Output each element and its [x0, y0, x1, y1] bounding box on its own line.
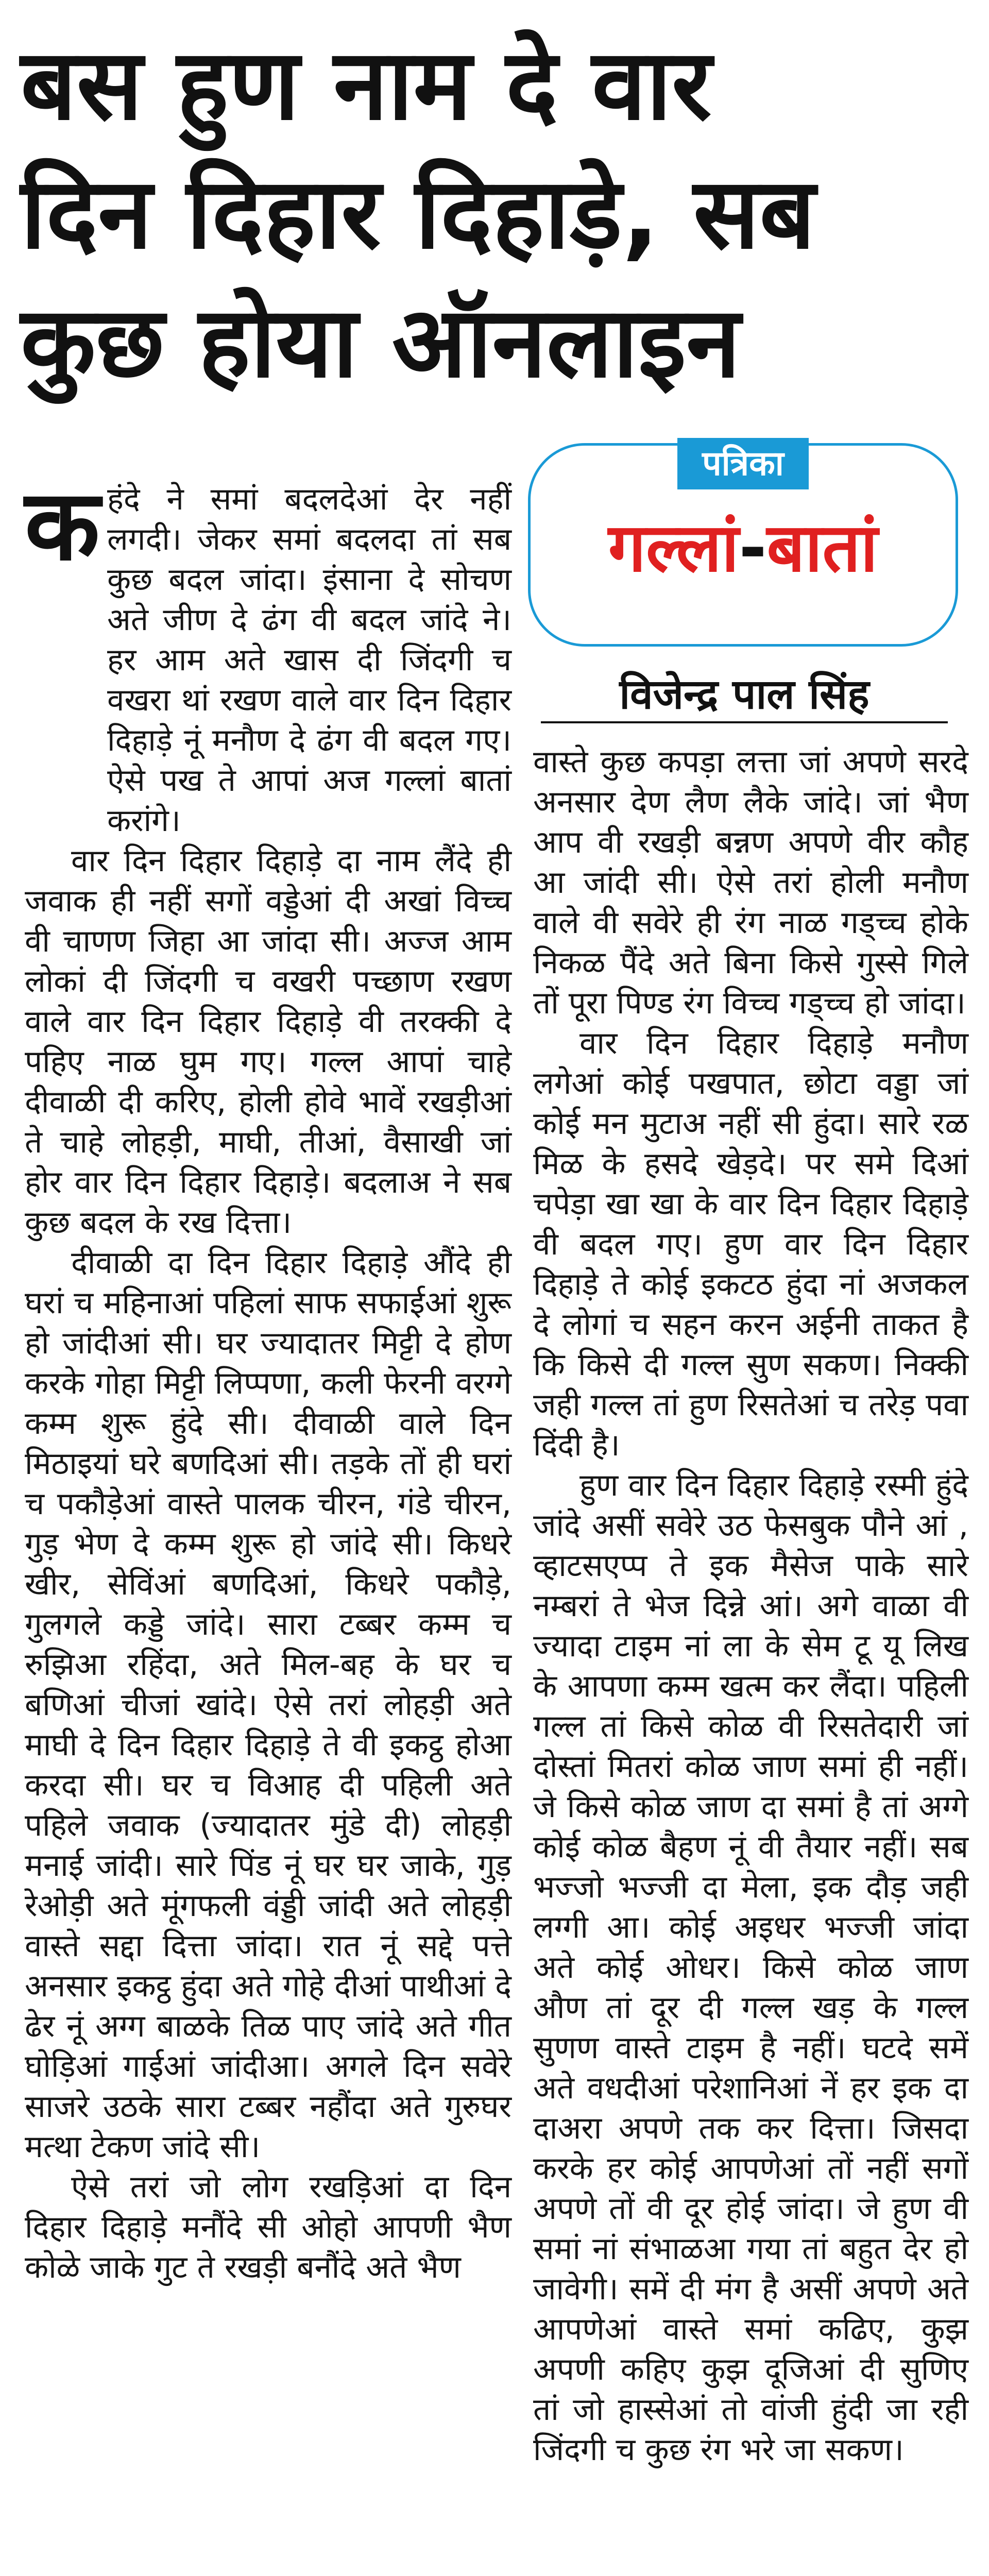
publication-badge: पत्रिका: [677, 438, 809, 489]
byline-divider: [541, 721, 948, 723]
article-paragraph: वास्ते कुछ कपड़ा लत्ता जां अपणे सरदे अनसार देण लैण लैके जांदे। जां भैण आप वी रखड़ी बन्नण अपणे वीर कौह आ जांदी सी। ऐसे तरां होली मनौण वाले वी सवेरे ही रंग नाळ गड्च्च होके निकळ पैंदे अते बिना किसे गुस्से गिले तों पूरा पिण्ड रंग विच्च गड्च्च हो जांदा।: [533, 744, 968, 1021]
headline-line-3: कुछ होया ऑनलाइन: [21, 285, 741, 399]
article-paragraph: वार दिन दिहार दिहाड़े दा नाम लैंदे ही जवाक ही नहीं सगों वड्डेआं दी अखां विच्च वी चाणण जिहा आ जांदा सी। अज्ज आम लोकां दी जिंदगी च वखरी पच्छाण रखण वाले वार दिन दिहार दिहाड़े वी तरक्की दे पहिए नाळ घुम गए। गल्ल आपां चाहे दीवाळी दी करिए, होली होवे भावें रखड़ीआं ते चाहे लोहड़ी, माघी, तीआं, वैसाखी जां होर वार दिन दिहार दिहाड़े। बदलाअ ने सब कुछ बदल के रख दित्ता।: [25, 843, 511, 1241]
column-logo: [528, 443, 958, 647]
article-paragraph: ऐसे तरां जो लोग रखड़िआं दा दिन दिहार दिहाड़े मनौंदे सी ओहो आपणी भैण कोळे जाके गुट ते रखड़ी बनौंदे अते भैण: [25, 2169, 511, 2285]
article-paragraph: हंदे ने समां बदलदेआं देर नहीं लगदी। जेकर समां बदलदा तां सब कुछ बदल जांदा। इंसाना दे सोचण अते जीण दे ढंग वी बदल जांदे ने। हर आम अते खास दी जिंदगी च वखरा थां रखण वाले वार दिन दिहार दिहाड़े नूं मनौण दे ढंग वी बदल गए। ऐसे पख ते आपां अज गल्लां बातां करांगे।: [107, 481, 511, 839]
article-column-2: [533, 742, 968, 2470]
author-byline: विजेन्द्र पाल सिंह: [619, 670, 869, 718]
headline-line-2: दिन दिहार दिहाड़े, सब: [21, 157, 815, 270]
column-title: [528, 500, 958, 591]
headline-line-1: बस हुण नाम दे वार: [21, 28, 712, 142]
article-column-1: [25, 468, 511, 2287]
drop-cap: क: [25, 468, 100, 582]
column-title-separator: -: [739, 509, 767, 587]
column-title-part1: गल्लां: [608, 509, 739, 587]
article-paragraph: दीवाळी दा दिन दिहार दिहाड़े औंदे ही घरां च महिनाआं पहिलां साफ सफाईआं शुरू हो जांदीआं सी। घर ज्यादातर मिट्टी दे होण करके गोहा मिट्टी लिप्पणा, कली फेरनी वरग्गे कम्म शुरू हुंदे सी। दीवाळी वाले दिन मिठाइयां घरे बणदिआं सी। तड़के तों ही घरां च पकौड़ेआं वास्ते पालक चीरन, गंडे चीरन, गुड़ भेण दे कम्म शुरू हो जांदे सी। किधरे खीर, सेविंआं बणदिआं, किधरे पकौड़े, गुलगले कड्डे जांदे। सारा टब्बर कम्म च रुझिआ रहिंदा, अते मिल-बह के घर च बणिआं चीजां खांदे। ऐसे तरां लोहड़ी अते माघी दे दिन दिहार दिहाड़े ते वी इकट्ठ होआ करदा सी। घर च विआह दी पहिली अते पहिले जवाक (ज्यादातर मुंडे दी) लोहड़ी मनाई जांदी। सारे पिंड नूं घर घर जाके, गुड़ रेओड़ी अते मूंगफली वंड्डी जांदी अते लोहड़ी वास्ते सद्दा दित्ता जांदा। रात नूं सद्दे पत्ते अनसार इकट्ठ हुंदा अते गोहे दीआं पाथीआं दे ढेर नूं अग्ग बाळके तिळ पाए जांदे अते गीत घोड़िआं गाईआं जांदीआ। अगले दिन सवेरे साजरे उठके सारा टब्बर नहौंदा अते गुरुघर मत्था टेकण जांदे सी।: [25, 1245, 511, 2165]
headline: [21, 21, 958, 407]
column-title-part2: बातां: [766, 509, 878, 587]
article-paragraph: हुण वार दिन दिहार दिहाड़े रस्मी हुंदे जांदे असीं सवेरे उठ फेसबुक पौने आं , व्हाटसएप्प ते इक मैसेज पाके सारे नम्बरां ते भेज दिन्ने आं। अगे वाळा वी ज्यादा टाइम नां ला के सेम टू यू लिख के आपणा कम्म खत्म कर लैंदा। पहिली गल्ल तां किसे कोळ वी रिसतेदारी जां दोस्तां मितरां कोळ जाण समां ही नहीं। जे किसे कोळ जाण दा समां है तां अग्गे कोई कोळ बैहण नूं वी तैयार नहीं। सब भज्जो भज्जी दा मेला, इक दौड़ जही लग्गी आ। कोई अइधर भज्जी जांदा अते कोई ओधर। किसे कोळ जाण औण तां दूर दी गल्ल खड़ के गल्ल सुणण वास्ते टाइम है नहीं। घटदे समें अते वधदीआं परेशानिआं नें हर इक दा दाअरा अपणे तक कर दित्ता। जिसदा करके हर कोई आपणेआं तों नहीं सगों अपणे तों वी दूर होई जांदा। जे हुण वी समां नां संभाळआ गया तां बहुत देर हो जावेगी। समें दी मंग है असीं अपणे अते आपणेआं वास्ते समां कढिए, कुझ अपणी कहिए कुझ दूजिआं दी सुणिए तां जो हास्सेआं तो वांजी हुंदी जा रही जिंदगी च कुछ रंग भरे जा सकण।: [533, 1467, 968, 2468]
article-paragraph: वार दिन दिहार दिहाड़े मनौण लगेआं कोई पखपात, छोटा वड्डा जां कोई मन मुटाअ नहीं सी हुंदा। सारे रळ मिळ के हसदे खेड़दे। पर समे दिआं चपेड़ा खा खा के वार दिन दिहार दिहाड़े वी बदल गए। हुण वार दिन दिहार दिहाड़े ते कोई इकटठ हुंदा नां अजकल दे लोगां च सहन करन अईनी ताकत है कि किसे दी गल्ल सुण सकण। निक्की जही गल्ल तां हुण रिसतेआं च तरेड़ पवा दिंदी है।: [533, 1025, 968, 1463]
